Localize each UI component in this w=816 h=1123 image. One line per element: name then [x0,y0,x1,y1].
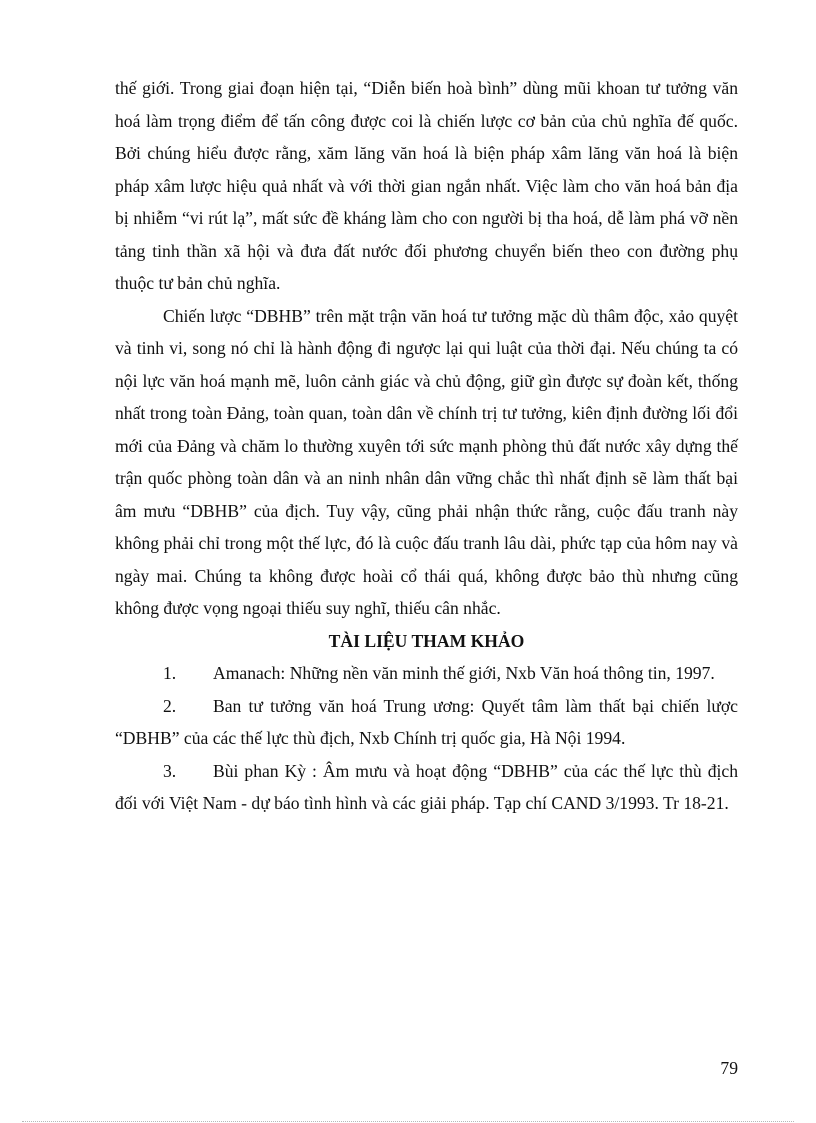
reference-item-1 [115,657,738,690]
reference-text: Ban tư tưởng văn hoá Trung ương: Quyết tâm làm thất bại chiến lược “DBHB” của các thế lực thù địch, Nxb Chính trị quốc gia, Hà Nội 1994. [115,695,738,748]
reference-number: 3. [163,760,177,781]
reference-item-2 [115,690,738,755]
body-paragraph-1: thế giới. Trong giai đoạn hiện tại, “Diễn biến hoà bình” dùng mũi khoan tư tưởng văn hoá làm trọng điểm để tấn công được coi là chiến lược cơ bản của chủ nghĩa đế quốc. Bởi chúng hiểu được rằng, xăm lăng văn hoá là biện pháp xâm lăng văn hoá là biện pháp xâm lược hiệu quả nhất và với thời gian ngắn nhất. Việc làm cho văn hoá bản địa bị nhiễm “vi rút lạ”, mất sức đề kháng làm cho con người bị tha hoá, dễ làm phá vỡ nền tảng tinh thần xã hội và đưa đất nước đối phương chuyển biến theo con đường phụ thuộc tư bản chủ nghĩa. [115,78,738,293]
document-page [115,72,738,820]
reference-text: Bùi phan Kỳ : Âm mưu và hoạt động “DBHB” của các thế lực thù địch đối với Việt Nam - dự báo tình hình và các giải pháp. Tạp chí CAND 3/1993. Tr 18-21. [115,760,738,813]
reference-item-3 [115,755,738,820]
references-heading: TÀI LIỆU THAM KHẢO [328,630,525,651]
footer-divider [22,1121,794,1122]
reference-text: Amanach: Những nền văn minh thế giới, Nxb Văn hoá thông tin, 1997. [213,663,715,683]
reference-number: 1. [163,663,177,683]
body-paragraph-2: Chiến lược “DBHB” trên mặt trận văn hoá tư tưởng mặc dù thâm độc, xảo quyệt và tinh vi, song nó chỉ là hành động đi ngược lại qui luật của thời đại. Nếu chúng ta có nội lực văn hoá mạnh mẽ, luôn cảnh giác và chủ động, giữ gìn được sự đoàn kết, thống nhất trong toàn Đảng, toàn quan, toàn dân về chính trị tư tưởng, kiên định đường lối đổi mới của Đảng và chăm lo thường xuyên tới sức mạnh phòng thủ đất nước xây dựng thế trận quốc phòng toàn dân và an ninh nhân dân vững chắc thì nhất định sẽ làm thất bại âm mưu “DBHB” của địch. Tuy vậy, cũng phải nhận thức rằng, cuộc đấu tranh này không phải chỉ trong một thế lực, đó là cuộc đấu tranh lâu dài, phức tạp của hôm nay và ngày mai. Chúng ta không được hoài cổ thái quá, không được bảo thù nhưng cũng không được vọng ngoại thiếu suy nghĩ, thiếu cân nhắc. [115,305,738,618]
reference-number: 2. [163,695,177,716]
page-number: 79 [720,1058,738,1078]
